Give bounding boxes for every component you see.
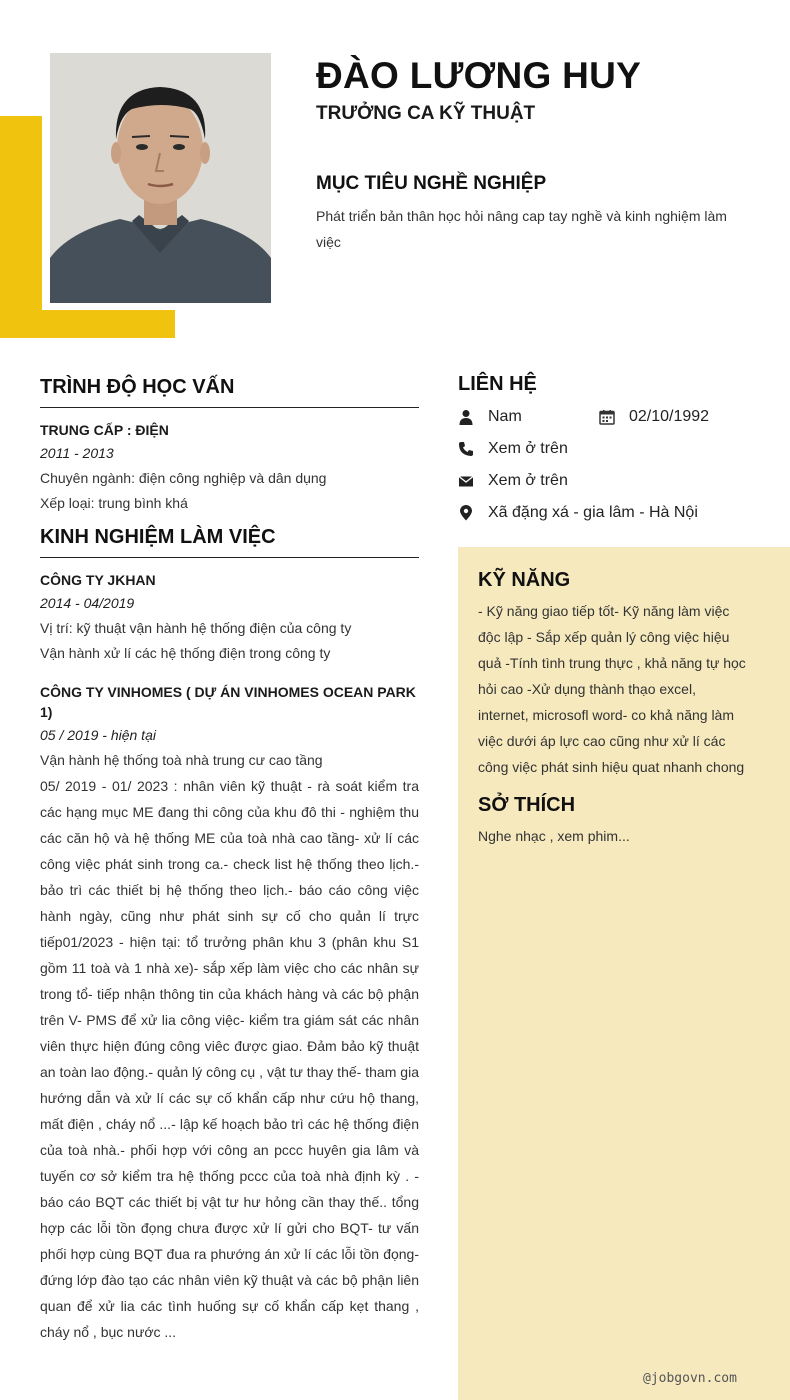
address-value: Xã đặng xá - gia lâm - Hà Nội: [488, 504, 698, 521]
contact-section: [458, 373, 768, 521]
education-major: Chuyên ngành: điện công nghiệp và dân dụng: [40, 470, 327, 486]
email-value: Xem ở trên: [488, 472, 568, 489]
hobbies-heading: SỞ THÍCH: [478, 794, 576, 816]
site-watermark: @jobgovn.com: [643, 1371, 737, 1386]
skills-text: - Kỹ năng giao tiếp tốt- Kỹ năng làm việc độc lập - Sắp xếp quản lý công việc hiệu quả -Tính tình trung thực , khả năng tự học hỏi cao -Xử dụng thành thạo excel, internet, microsofl word- co khả năng làm việc dưới áp lực cao cũng như xử lí các công việc phát sinh hiệu quat nhanh chong: [478, 603, 746, 775]
job-entry: [40, 570, 419, 666]
job-period: 2014 - 04/2019: [40, 595, 135, 611]
contact-dob: [599, 406, 709, 428]
contact-gender: [458, 406, 522, 428]
job-description: 05/ 2019 - 01/ 2023 : nhân viên kỹ thuật - rà soát kiểm tra các hạng mục ME đang thi công của khu đô thi - nghiệm thu các căn hộ và hệ thống ME của toà nhà cao tầng- xử lí các công việc phát sinh trong ca.- check list hệ thống theo lịch.- bảo trì các thiết bị hệ thống theo lịch.- báo cáo công việc hành ngày, cũng như phát sinh sự cố cho quản lí trực tiếp01/2023 - hiện tại: tổ trưởng phân khu 3 (phân khu S1 gồm 11 toà và 1 nhà xe)- sắp xếp làm việc cho các nhân sự trong tổ- tiếp nhận thông tin của khách hàng và các bộ phận trên V- PMS để xử lia công việc- kiểm tra giám sát các nhân viên thực hiện đúng công viêc được giao. Đảm bảo kỹ thuật an toàn lao động.- quản lý công cụ , vật tư thay thế- tham gia hướng dẫn và xử lí các sự cố khẩn cấp như cứu hộ thang, mất điện , cháy nổ ...- lập kế hoạch bảo trì các hệ thống điện của toà nhà.- phối hợp với công an pccc huyên gia lâm và tuyến cơ sở kiểm tra hệ thống pccc của toà nhà định kỳ . -báo cáo BQT các thiết bị vật tư hư hỏng cần thay thế.. tổng hợp các lỗi tồn đọng chưa được xử lí gửi cho BQT- tư vấn phối hợp cùng BQT đua ra phướng án xử lí các lỗi tồn đọng- đứng lớp đào tạo các nhân viên kỹ thuật và các bộ phận liên quan để xử lia các tình huống sự cố khẩn cấp kẹt thang , cháy nổ , bục nước ...: [40, 778, 419, 1340]
objective-heading: MỤC TIÊU NGHỀ NGHIỆP: [316, 173, 547, 194]
person-icon: [458, 409, 474, 425]
education-heading: TRÌNH ĐỘ HỌC VẤN: [40, 376, 419, 408]
job-entry: [40, 682, 419, 1345]
profile-photo: [50, 53, 271, 303]
contact-email: [458, 470, 568, 492]
phone-icon: [458, 441, 474, 457]
accent-bar-bottom: [0, 310, 175, 338]
hobbies-text: Nghe nhạc , xem phim...: [478, 828, 630, 844]
job-line: Vị trí: kỹ thuật vận hành hệ thống điện của công ty: [40, 620, 352, 636]
education-school: TRUNG CẤP : ĐIỆN: [40, 422, 169, 438]
education-period: 2011 - 2013: [40, 445, 114, 461]
experience-section: [40, 526, 419, 1345]
phone-value: Xem ở trên: [488, 440, 568, 457]
job-line: Vận hành hệ thống toà nhà trung cư cao tầng: [40, 752, 323, 768]
education-grade: Xếp loại: trung bình khá: [40, 495, 188, 511]
objective-text: Phát triển bản thân học hỏi nâng cap tay nghề và kinh nghiệm làm việc: [316, 208, 727, 250]
contact-heading: LIÊN HỆ: [458, 373, 537, 395]
email-icon: [458, 473, 474, 489]
job-period: 05 / 2019 - hiện tại: [40, 727, 156, 743]
dob-value: 02/10/1992: [629, 408, 710, 425]
left-column: [40, 376, 419, 1345]
education-section: [40, 376, 419, 516]
contact-phone: [458, 438, 568, 460]
candidate-title: TRƯỞNG CA KỸ THUẬT: [316, 103, 536, 124]
candidate-name: ĐÀO LƯƠNG HUY: [316, 55, 642, 96]
gender-value: Nam: [488, 408, 522, 425]
job-company: CÔNG TY JKHAN: [40, 572, 156, 588]
experience-heading: KINH NGHIỆM LÀM VIỆC: [40, 526, 419, 558]
skills-panel-content: [478, 569, 750, 849]
job-company: CÔNG TY VINHOMES ( DỰ ÁN VINHOMES OCEAN PARK 1): [40, 684, 416, 720]
accent-bar-left: [0, 116, 42, 338]
skills-heading: KỸ NĂNG: [478, 569, 571, 591]
contact-address: [458, 502, 698, 524]
calendar-icon: [599, 409, 615, 425]
job-line: Vận hành xử lí các hệ thống điện trong công ty: [40, 645, 331, 661]
skills-panel: [458, 547, 790, 1400]
location-pin-icon: [458, 505, 474, 521]
